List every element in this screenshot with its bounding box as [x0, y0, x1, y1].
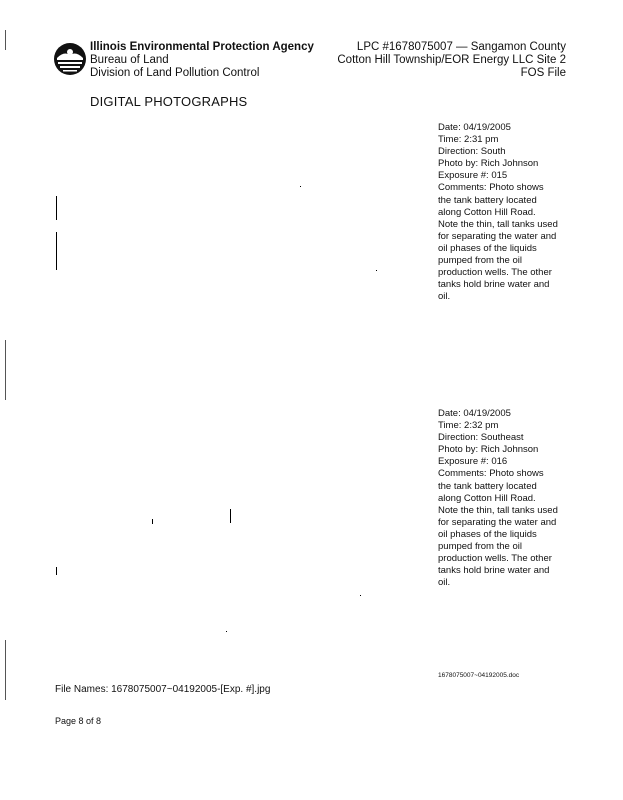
doc-filename: 1678075007~04192005.doc: [438, 672, 520, 679]
document-title: DIGITAL PHOTOGRAPHS: [90, 94, 248, 109]
photo-exposure: Exposure #: 016: [438, 456, 508, 468]
photo-exposure: Exposure #: 015: [438, 170, 508, 182]
site-name: Cotton Hill Township/EOR Energy LLC Site 2: [337, 54, 566, 66]
photo-2-area: [50, 405, 420, 675]
photo-time: Time: 2:32 pm: [438, 420, 499, 432]
scan-edge-mark: [5, 640, 6, 700]
photo-by: Photo by: Rich Johnson: [438, 158, 539, 170]
scan-edge-mark: [5, 340, 6, 400]
page-number: Page 8 of 8: [55, 716, 102, 726]
file-type: FOS File: [520, 67, 566, 79]
photo-comments: Comments: Photo shows the tank battery located along Cotton Hill Road. Note the thin, tall tanks used for separating the water and oil phases of the liquids pumped from the oil production wells. The other tanks hold brine water and oil.: [438, 182, 558, 303]
photo-time: Time: 2:31 pm: [438, 134, 499, 146]
photo-1-caption: [438, 122, 558, 303]
photo-2-caption: [438, 408, 558, 589]
division-name: Division of Land Pollution Control: [90, 67, 260, 79]
agency-name: Illinois Environmental Protection Agency: [90, 41, 314, 53]
lpc-number: LPC #1678075007 — Sangamon County: [356, 41, 566, 53]
photo-comments: Comments: Photo shows the tank battery located along Cotton Hill Road. Note the thin, tall tanks used for separating the water and oil phases of the liquids pumped from the oil production wells. The other tanks hold brine water and oil.: [438, 468, 558, 589]
bureau-name: Bureau of Land: [90, 54, 169, 66]
photo-date: Date: 04/19/2005: [438, 122, 511, 133]
photo-direction: Direction: South: [438, 146, 506, 158]
site-header: [337, 41, 566, 80]
photo-by: Photo by: Rich Johnson: [438, 444, 539, 456]
photo-direction: Direction: Southeast: [438, 432, 524, 444]
photo-1-area: [50, 120, 420, 385]
file-names-footer: File Names: 1678075007~04192005-[Exp. #].jpg: [55, 684, 271, 695]
agency-header: [90, 41, 314, 80]
photo-date: Date: 04/19/2005: [438, 408, 511, 419]
illinois-epa-seal-icon: [53, 42, 87, 76]
scan-edge-mark: [5, 30, 6, 50]
